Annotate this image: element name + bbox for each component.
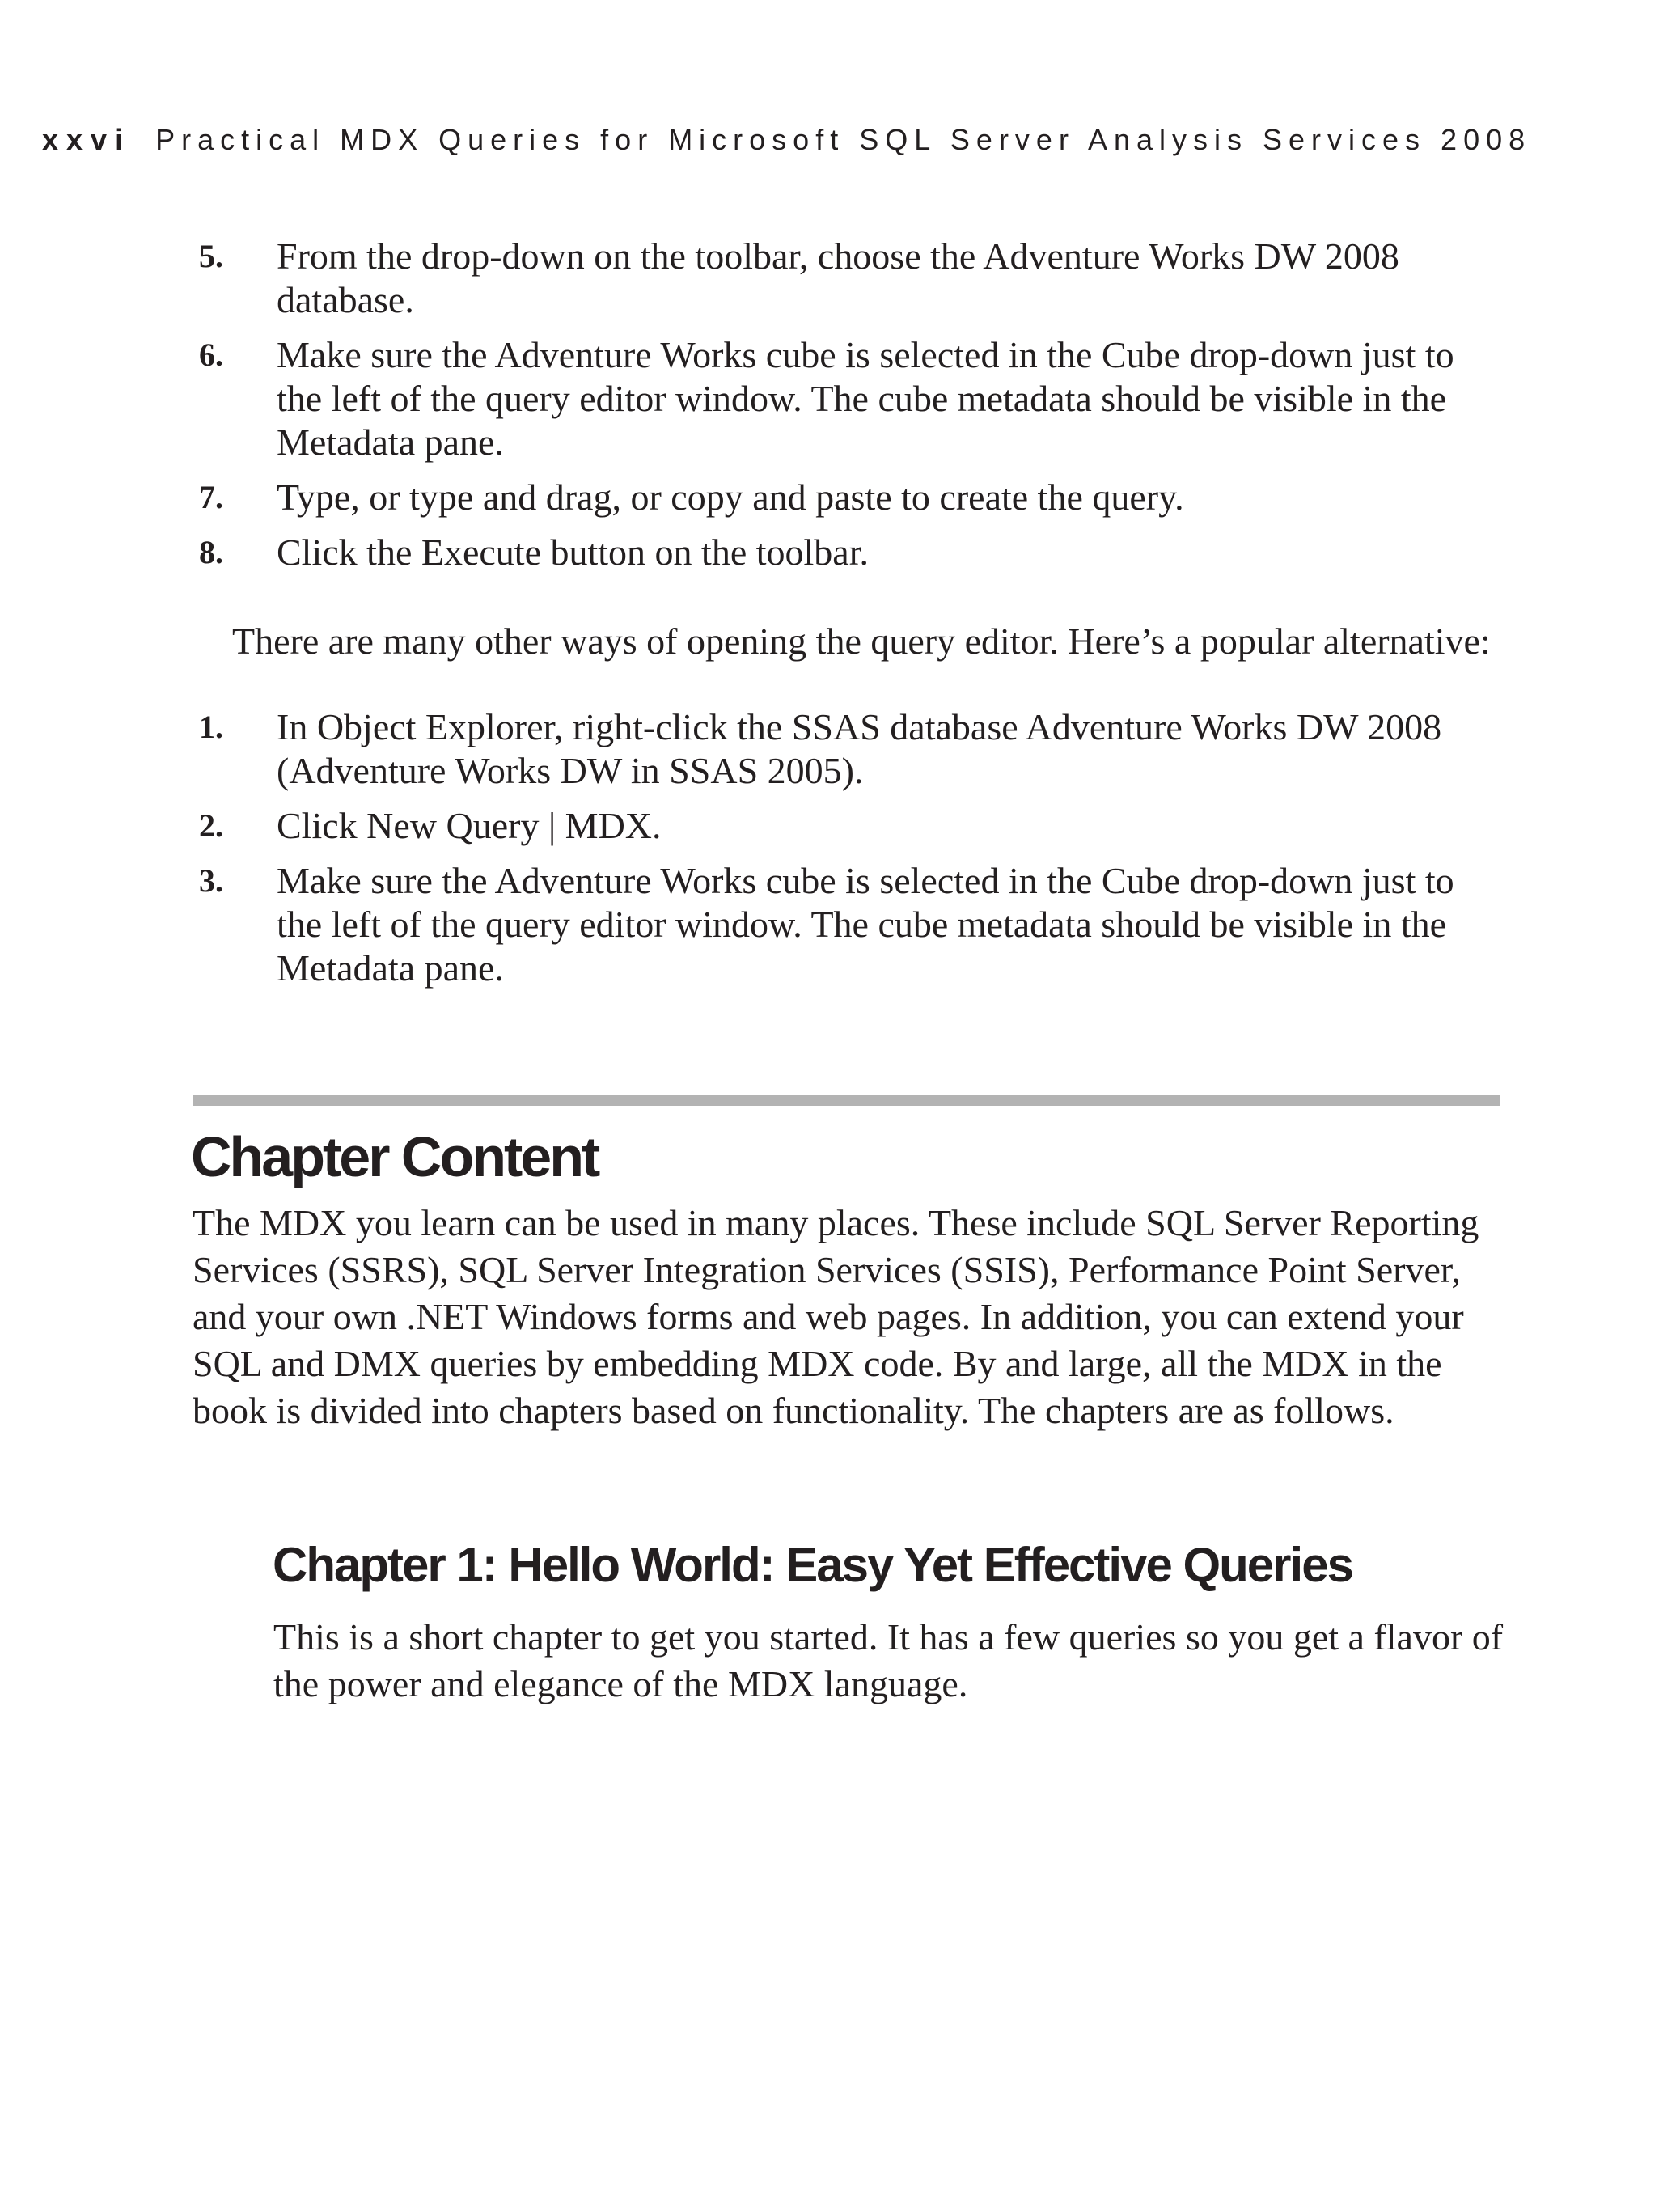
steps-list-first [193, 235, 1503, 586]
section-paragraph: The MDX you learn can be used in many places. These include SQL Server Reporting Services (SSRS), SQL Server Integration Services (SSIS), Performance Point Server, and your own .NET Windows forms and web pages. In addition, you can extend your SQL and DMX queries by embedding MDX code. By and large, all the MDX in the book is divided into chapters based on functionality. The chapters are as follows. [193, 1202, 1479, 1431]
list-item [193, 235, 1503, 322]
step-text: Make sure the Adventure Works cube is selected in the Cube drop-down just to the left of the query editor window. The cube metadata should be visible in the Metadata pane. [277, 334, 1454, 463]
step-text: From the drop-down on the toolbar, choose the Adventure Works DW 2008 database. [277, 235, 1399, 320]
list-item [193, 804, 1503, 848]
step-text: Click the Execute button on the toolbar. [277, 531, 870, 573]
step-number: 2. [199, 807, 223, 844]
step-number: 8. [199, 534, 223, 570]
step-text: In Object Explorer, right-click the SSAS database Adventure Works DW 2008 (Adventure Works DW in SSAS 2005). [277, 706, 1442, 791]
page-number: xxvi [42, 123, 132, 156]
alternative-intro: There are many other ways of opening the query editor. Here’s a popular alternative: [232, 620, 1491, 662]
step-number: 1. [199, 709, 223, 745]
book-title: Practical MDX Queries for Microsoft SQL Server Analysis Services 2008 [155, 123, 1532, 156]
step-text: Type, or type and drag, or copy and paste to create the query. [277, 476, 1184, 518]
step-text: Click New Query | MDX. [277, 805, 662, 846]
list-item [193, 705, 1503, 793]
step-number: 5. [199, 238, 223, 274]
step-text: Make sure the Adventure Works cube is selected in the Cube drop-down just to the left of the query editor window. The cube metadata should be visible in the Metadata pane. [277, 860, 1454, 989]
list-item [193, 333, 1503, 464]
chapter-1-heading: Chapter 1: Hello World: Easy Yet Effective Queries [273, 1538, 1352, 1592]
section-divider [193, 1094, 1500, 1106]
section-heading: Chapter Content [191, 1125, 599, 1188]
list-item [193, 859, 1503, 990]
step-number: 6. [199, 337, 223, 373]
chapter-1-paragraph: This is a short chapter to get you started. It has a few queries so you get a flavor of the power and elegance of the MDX language. [273, 1616, 1504, 1704]
step-number: 3. [199, 862, 223, 899]
running-head [42, 123, 1531, 157]
list-item [193, 531, 1503, 574]
list-item [193, 476, 1503, 519]
steps-list-second [193, 705, 1503, 1001]
step-number: 7. [199, 479, 223, 515]
